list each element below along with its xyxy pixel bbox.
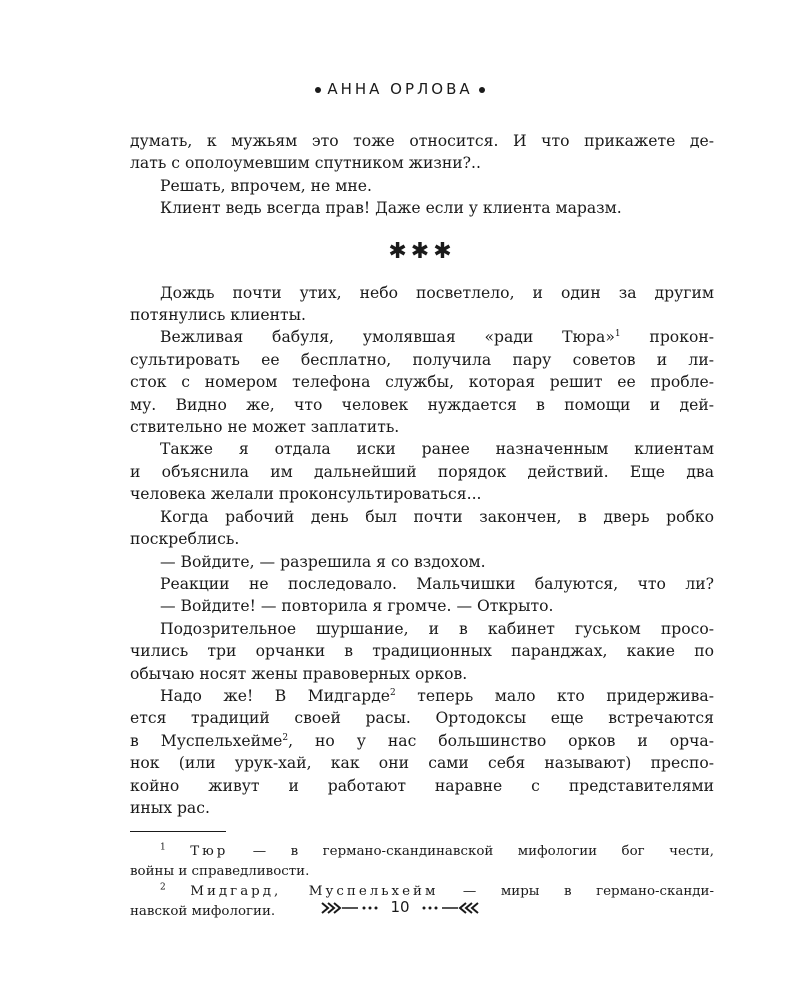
text-line: Надо же! В Мидгарде$^2$ теперь мало кто придержива- (160, 686, 714, 705)
text-line: иных рас. (130, 798, 210, 817)
text-line: ствительно не может заплатить. (130, 418, 400, 437)
text-line: сток с номером телефона службы, которая решит ее пробле- (130, 373, 714, 392)
paragraph: Решать, впрочем, не мне. (160, 176, 372, 195)
text-line: в Муспельхейме$^2$, но у нас большинство орков и орча- (130, 731, 714, 750)
bullet-right (479, 87, 485, 93)
text-line: человека желали проконсультироваться... (130, 485, 482, 504)
text-line: Когда рабочий день был почти закончен, в дверь робко (160, 507, 714, 526)
text-line: Дождь почти утих, небо посветлело, и один за другим (160, 283, 714, 302)
text-line: лать с ополоумевшим спутником жизни?.. (130, 154, 481, 173)
footnote-ref: 2 (282, 732, 289, 743)
text-line: поскреблись. (130, 530, 240, 549)
footnote-ref: 2 (390, 687, 396, 698)
page-footer (0, 898, 800, 916)
dialogue-line: — Войдите, — разрешила я со вздохом. (160, 552, 486, 571)
text-line: Реакции не последовало. Мальчишки балуются, что ли? (160, 574, 714, 593)
paragraph: Клиент ведь всегда прав! Даже если у клиента маразм. (160, 199, 622, 218)
ornament-left-icon (320, 900, 380, 916)
text-line: нок (или урук-хай, как они сами себя называют) преспо- (130, 754, 714, 773)
text-line: Вежливая бабуля, умолявшая «ради Тюра»$^1$ прокон- (160, 328, 714, 347)
ornament-right-icon (420, 900, 480, 916)
text-line: обычаю носят жены правоверных орков. (130, 664, 468, 683)
text-line: потянулись клиенты. (130, 306, 306, 325)
text-line: ется традиций своей расы. Ортодоксы еще встречаются (130, 709, 714, 728)
running-header (0, 80, 800, 98)
text-line: думать, к мужьям это тоже относится. И что прикажете де- (130, 132, 714, 150)
footnote-1-cont: войны и справедливости. (130, 864, 310, 880)
bullet-left (315, 87, 321, 93)
page-number: 10 (390, 898, 410, 916)
header-title: АННА ОРЛОВА (327, 80, 473, 98)
text-line: чились три орчанки в традиционных паранджах, какие по (130, 642, 714, 661)
footnote-1: $^1$ Тюр — в германо-скандинавской мифологии бог чести, (160, 842, 714, 860)
text-line: сультировать ее бесплатно, получила пару советов и ли- (130, 350, 714, 369)
text-line: и объяснила им дальнейший порядок действий. Еще два (130, 462, 714, 481)
body-text (130, 130, 714, 922)
section-separator: ✱✱✱ (388, 238, 456, 264)
text-line: му. Видно же, что человек нуждается в помощи и дей- (130, 395, 714, 414)
text-line: койно живут и работают наравне с представителями (130, 776, 714, 795)
dialogue-line: — Войдите! — повторила я громче. — Открыто. (160, 597, 554, 616)
footnote-ref: 1 (614, 329, 621, 340)
text-line: Подозрительное шуршание, и в кабинет гуськом просо- (160, 619, 714, 638)
text-line: Также я отдала иски ранее назначенным клиентам (160, 440, 714, 459)
footnote-rule (130, 831, 226, 832)
footnote-2: $^2$ Мидгард, Муспельхейм — миры в германо-сканди- (160, 882, 715, 900)
footnote-2-cont: навской мифологии. (130, 904, 276, 920)
